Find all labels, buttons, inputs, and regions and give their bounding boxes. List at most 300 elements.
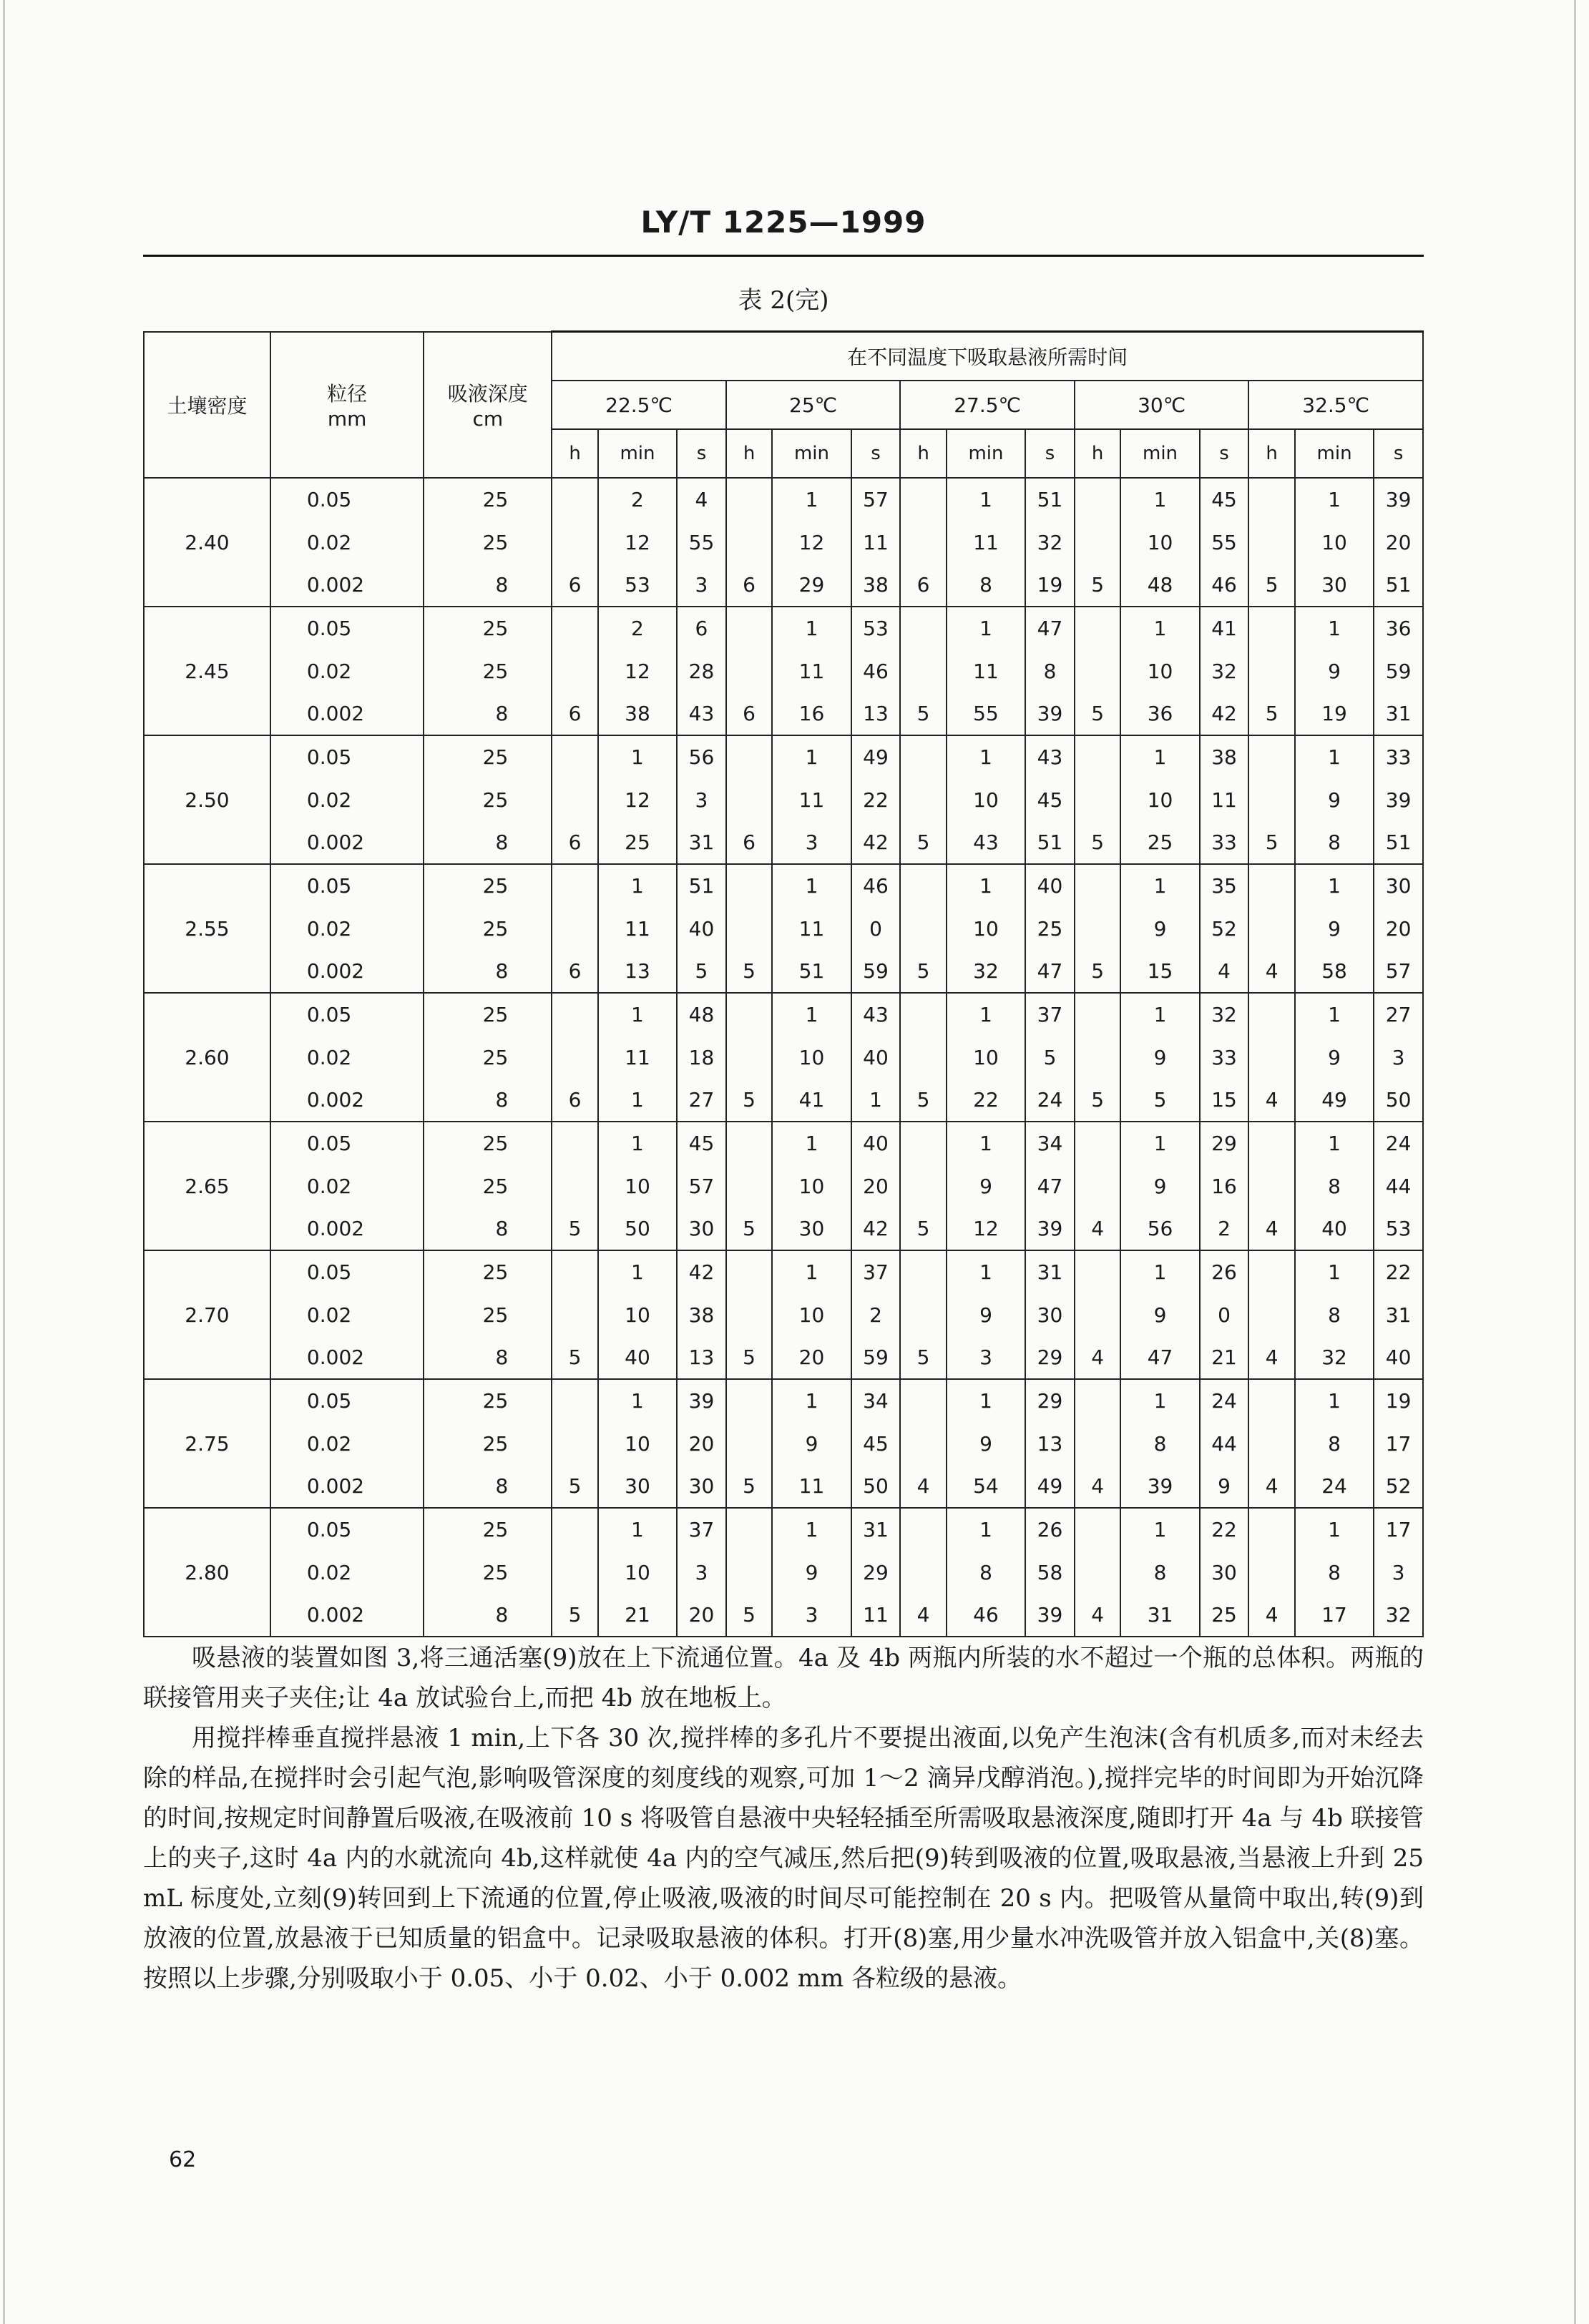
depth-cell: 25 [424,1122,552,1165]
seconds-cell: 16 [1200,1165,1249,1207]
minutes-cell: 38 [598,692,677,735]
minutes-cell: 8 [947,1551,1025,1594]
depth-cell: 25 [424,907,552,950]
minutes-cell: 41 [772,1079,851,1122]
depth-cell: 25 [424,735,552,778]
minutes-cell: 9 [1120,1165,1199,1207]
hours-cell [552,735,598,778]
table-row [144,1165,1423,1207]
size-cell: 0.02 [270,778,424,821]
seconds-cell: 50 [851,1465,901,1508]
hours-cell [552,1422,598,1465]
size-cell: 0.02 [270,1293,424,1336]
minutes-cell: 58 [1295,950,1374,993]
hours-cell: 5 [1075,692,1121,735]
minutes-cell: 1 [772,1250,851,1293]
seconds-cell: 46 [1200,564,1249,607]
table-row [144,1379,1423,1422]
depth-cell: 25 [424,607,552,649]
seconds-cell: 47 [1025,1165,1075,1207]
minutes-cell: 8 [1120,1422,1199,1465]
minutes-cell: 8 [947,564,1025,607]
hours-cell [1248,521,1295,564]
table-row [144,649,1423,692]
hours-cell: 5 [1075,821,1121,864]
hours-cell [1075,993,1121,1036]
minutes-cell: 1 [772,993,851,1036]
hours-cell: 5 [1075,564,1121,607]
minutes-cell: 1 [772,735,851,778]
hours-cell [726,1379,773,1422]
minutes-cell: 10 [1120,649,1199,692]
hours-cell [900,478,947,521]
hours-cell: 4 [1075,1336,1121,1379]
seconds-cell: 32 [1200,649,1249,692]
minutes-cell: 1 [947,607,1025,649]
hours-cell [726,1508,773,1551]
hours-cell [726,607,773,649]
hours-cell: 5 [726,1207,773,1250]
seconds-cell: 29 [1200,1122,1249,1165]
seconds-cell: 44 [1374,1165,1423,1207]
seconds-cell: 27 [677,1079,726,1122]
hours-cell [552,1379,598,1422]
hours-cell: 6 [900,564,947,607]
table-row [144,1465,1423,1508]
seconds-cell: 13 [677,1336,726,1379]
minutes-cell: 1 [947,1250,1025,1293]
minutes-cell: 29 [772,564,851,607]
minutes-cell: 15 [1120,950,1199,993]
seconds-cell: 43 [851,993,901,1036]
hours-cell [1248,1250,1295,1293]
hours-cell [1248,1422,1295,1465]
seconds-cell: 22 [1374,1250,1423,1293]
seconds-cell: 29 [1025,1379,1075,1422]
minutes-cell: 10 [1120,521,1199,564]
seconds-cell: 28 [677,649,726,692]
minutes-cell: 9 [1295,907,1374,950]
hours-cell: 4 [1248,1336,1295,1379]
minutes-cell: 10 [947,907,1025,950]
hours-cell [726,1250,773,1293]
size-cell: 0.02 [270,1036,424,1079]
depth-cell: 25 [424,1036,552,1079]
seconds-cell: 42 [677,1250,726,1293]
hours-cell: 5 [552,1336,598,1379]
seconds-cell: 3 [677,564,726,607]
hours-cell: 6 [726,564,773,607]
minutes-cell: 3 [947,1336,1025,1379]
seconds-cell: 26 [1200,1250,1249,1293]
seconds-cell: 45 [1200,478,1249,521]
size-cell: 0.002 [270,1594,424,1637]
seconds-cell: 38 [1200,735,1249,778]
hours-cell [552,907,598,950]
minutes-cell: 1 [598,1250,677,1293]
hours-cell [1075,907,1121,950]
hours-cell [1248,607,1295,649]
hours-cell [1075,1165,1121,1207]
minutes-cell: 1 [1120,864,1199,907]
table-row [144,1250,1423,1293]
hours-cell [900,907,947,950]
hours-cell: 6 [552,821,598,864]
seconds-cell: 20 [851,1165,901,1207]
hours-cell [900,649,947,692]
minutes-cell: 1 [1120,993,1199,1036]
hours-cell [1075,1422,1121,1465]
hours-cell [900,1551,947,1594]
minutes-cell: 1 [598,993,677,1036]
size-cell: 0.05 [270,1122,424,1165]
hours-cell [1248,649,1295,692]
unit-header: min [598,429,677,478]
seconds-cell: 33 [1374,735,1423,778]
minutes-cell: 1 [1295,993,1374,1036]
seconds-cell: 22 [851,778,901,821]
seconds-cell: 37 [851,1250,901,1293]
unit-header: h [1248,429,1295,478]
seconds-cell: 29 [851,1551,901,1594]
seconds-cell: 30 [677,1207,726,1250]
seconds-cell: 52 [1374,1465,1423,1508]
hours-cell [1248,1551,1295,1594]
minutes-cell: 10 [598,1551,677,1594]
minutes-cell: 9 [1295,649,1374,692]
unit-header: min [947,429,1025,478]
seconds-cell: 13 [851,692,901,735]
seconds-cell: 45 [677,1122,726,1165]
seconds-cell: 31 [1025,1250,1075,1293]
hours-cell [1248,1508,1295,1551]
seconds-cell: 3 [1374,1036,1423,1079]
seconds-cell: 53 [1374,1207,1423,1250]
unit-header: h [1075,429,1121,478]
seconds-cell: 2 [1200,1207,1249,1250]
density-cell: 2.60 [144,993,270,1122]
seconds-cell: 20 [677,1594,726,1637]
seconds-cell: 36 [1374,607,1423,649]
hours-cell [900,607,947,649]
seconds-cell: 45 [851,1422,901,1465]
seconds-cell: 47 [1025,607,1075,649]
hours-cell: 4 [1248,1079,1295,1122]
seconds-cell: 58 [1025,1551,1075,1594]
unit-header: s [677,429,726,478]
depth-cell: 8 [424,692,552,735]
minutes-cell: 32 [1295,1336,1374,1379]
depth-cell: 8 [424,950,552,993]
hours-cell [552,478,598,521]
minutes-cell: 32 [947,950,1025,993]
minutes-cell: 30 [598,1465,677,1508]
minutes-cell: 10 [598,1293,677,1336]
hours-cell [1075,778,1121,821]
seconds-cell: 34 [1025,1122,1075,1165]
unit-header: s [1200,429,1249,478]
minutes-cell: 16 [772,692,851,735]
minutes-cell: 1 [1120,478,1199,521]
size-cell: 0.05 [270,1508,424,1551]
temp-header: 25℃ [726,381,901,429]
minutes-cell: 1 [772,864,851,907]
unit-header: min [772,429,851,478]
seconds-cell: 24 [1025,1079,1075,1122]
depth-cell: 25 [424,478,552,521]
seconds-cell: 3 [677,778,726,821]
hours-cell [552,1293,598,1336]
minutes-cell: 53 [598,564,677,607]
table-row [144,778,1423,821]
seconds-cell: 5 [677,950,726,993]
minutes-cell: 1 [598,1379,677,1422]
depth-cell: 8 [424,821,552,864]
depth-cell: 25 [424,778,552,821]
unit-header: min [1120,429,1199,478]
seconds-cell: 0 [1200,1293,1249,1336]
table-body [144,478,1423,1637]
minutes-cell: 11 [598,1036,677,1079]
seconds-cell: 49 [851,735,901,778]
hours-cell [900,1122,947,1165]
depth-cell: 25 [424,864,552,907]
size-cell: 0.002 [270,1465,424,1508]
table-row [144,1207,1423,1250]
hours-cell: 5 [900,1207,947,1250]
depth-cell: 25 [424,1379,552,1422]
seconds-cell: 24 [1374,1122,1423,1165]
depth-cell: 25 [424,1508,552,1551]
hours-cell [726,864,773,907]
seconds-cell: 40 [677,907,726,950]
seconds-cell: 31 [1374,1293,1423,1336]
seconds-cell: 51 [1025,478,1075,521]
size-cell: 0.002 [270,692,424,735]
minutes-cell: 1 [947,864,1025,907]
density-cell: 2.55 [144,864,270,993]
hours-cell [1075,1293,1121,1336]
hours-cell: 5 [726,1336,773,1379]
minutes-cell: 11 [772,649,851,692]
seconds-cell: 8 [1025,649,1075,692]
minutes-cell: 1 [1120,735,1199,778]
table-row [144,1336,1423,1379]
minutes-cell: 1 [1120,1379,1199,1422]
minutes-cell: 8 [1295,1293,1374,1336]
hours-cell [1248,735,1295,778]
table-row [144,564,1423,607]
seconds-cell: 46 [851,864,901,907]
hours-cell [726,993,773,1036]
minutes-cell: 10 [1120,778,1199,821]
table-caption: 表 2(完) [738,286,829,315]
body-text [143,1638,1424,1999]
minutes-cell: 11 [947,521,1025,564]
seconds-cell: 11 [851,521,901,564]
header-rule [143,255,1424,257]
minutes-cell: 10 [1295,521,1374,564]
depth-cell: 25 [424,1250,552,1293]
size-cell: 0.02 [270,1165,424,1207]
hours-cell [726,649,773,692]
seconds-cell: 26 [1025,1508,1075,1551]
table-row [144,521,1423,564]
size-cell: 0.02 [270,1551,424,1594]
hours-cell: 5 [900,1079,947,1122]
hours-cell: 4 [1248,950,1295,993]
hours-cell [1075,478,1121,521]
minutes-cell: 9 [1120,1036,1199,1079]
table-head [144,332,1423,479]
minutes-cell: 8 [1120,1551,1199,1594]
col-header-depth-label: 吸液深度 [447,382,528,406]
temp-header: 30℃ [1075,381,1249,429]
seconds-cell: 42 [1200,692,1249,735]
seconds-cell: 42 [851,1207,901,1250]
seconds-cell: 20 [1374,521,1423,564]
table-row [144,1551,1423,1594]
seconds-cell: 2 [851,1293,901,1336]
minutes-cell: 11 [772,1465,851,1508]
minutes-cell: 10 [598,1422,677,1465]
hours-cell [900,1165,947,1207]
seconds-cell: 51 [1025,821,1075,864]
seconds-cell: 41 [1200,607,1249,649]
page-number: 62 [169,2147,197,2172]
minutes-cell: 2 [598,478,677,521]
minutes-cell: 9 [947,1293,1025,1336]
size-cell: 0.02 [270,521,424,564]
minutes-cell: 13 [598,950,677,993]
temp-header: 32.5℃ [1248,381,1423,429]
hours-cell [552,1122,598,1165]
minutes-cell: 1 [1295,1508,1374,1551]
seconds-cell: 4 [677,478,726,521]
minutes-cell: 50 [598,1207,677,1250]
hours-cell [552,649,598,692]
hours-cell [726,1551,773,1594]
minutes-cell: 1 [1295,1379,1374,1422]
hours-cell [552,1508,598,1551]
size-cell: 0.002 [270,1207,424,1250]
col-header-size [270,332,424,479]
minutes-cell: 1 [1295,607,1374,649]
hours-cell: 5 [900,692,947,735]
hours-cell [1075,1551,1121,1594]
unit-header: h [900,429,947,478]
seconds-cell: 3 [677,1551,726,1594]
hours-cell: 5 [1075,950,1121,993]
hours-cell [552,1036,598,1079]
hours-cell [900,778,947,821]
hours-cell [900,1422,947,1465]
minutes-cell: 43 [947,821,1025,864]
hours-cell [726,478,773,521]
seconds-cell: 19 [1374,1379,1423,1422]
seconds-cell: 38 [677,1293,726,1336]
minutes-cell: 3 [772,821,851,864]
seconds-cell: 30 [1025,1293,1075,1336]
minutes-cell: 8 [1295,1165,1374,1207]
minutes-cell: 25 [1120,821,1199,864]
size-cell: 0.05 [270,864,424,907]
depth-cell: 8 [424,1207,552,1250]
unit-header: h [552,429,598,478]
seconds-cell: 9 [1200,1465,1249,1508]
hours-cell: 5 [552,1207,598,1250]
seconds-cell: 31 [677,821,726,864]
table-row [144,735,1423,778]
minutes-cell: 9 [772,1551,851,1594]
seconds-cell: 6 [677,607,726,649]
seconds-cell: 51 [1374,821,1423,864]
table-row [144,1422,1423,1465]
hours-cell [726,778,773,821]
hours-cell: 5 [1248,564,1295,607]
seconds-cell: 56 [677,735,726,778]
depth-cell: 25 [424,521,552,564]
depth-cell: 25 [424,1165,552,1207]
seconds-cell: 1 [851,1079,901,1122]
minutes-cell: 47 [1120,1336,1199,1379]
minutes-cell: 1 [598,1079,677,1122]
minutes-cell: 9 [947,1422,1025,1465]
depth-cell: 25 [424,1293,552,1336]
minutes-cell: 5 [1120,1079,1199,1122]
minutes-cell: 19 [1295,692,1374,735]
hours-cell: 6 [552,692,598,735]
minutes-cell: 1 [1295,1250,1374,1293]
density-cell: 2.70 [144,1250,270,1379]
paragraph: 用搅拌棒垂直搅拌悬液 1 min,上下各 30 次,搅拌棒的多孔片不要提出液面,以免产生泡沫(含有机质多,而对未经去除的样品,在搅拌时会引起气泡,影响吸管深度的刻度线的观察,可加 1～2 滴异戊醇消泡。),搅拌完毕的时间即为开始沉降的时间,按规定时间静置后吸液,在吸液前 10 s 将吸管自悬液中央轻轻插至所需吸取悬液深度,随即打开 4a 与 4b 联接管上的夹子,这时 4a 内的水就流向 4b,这样就使 4a 内的空气减压,然后把(9)转到吸液的位置,吸取悬液,当悬液上升到 25 mL 标度处,立刻(9)转回到上下流通的位置,停止吸液,吸液的时间尽可能控制在 20 s 内。把吸管从量筒中取出,转(9)到放液的位置,放悬液于已知质量的铝盒中。记录吸取悬液的体积。打开(8)塞,用少量水冲洗吸管并放入铝盒中,关(8)塞。按照以上步骤,分别吸取小于 0.05、小于 0.02、小于 0.002 mm 各粒级的悬液。 [143,1724,1424,1993]
seconds-cell: 27 [1374,993,1423,1036]
hours-cell [1248,907,1295,950]
minutes-cell: 36 [1120,692,1199,735]
size-cell: 0.02 [270,649,424,692]
seconds-cell: 39 [1025,1207,1075,1250]
seconds-cell: 48 [677,993,726,1036]
seconds-cell: 18 [677,1036,726,1079]
hours-cell [726,521,773,564]
table-row [144,1594,1423,1637]
seconds-cell: 46 [851,649,901,692]
hours-cell: 5 [900,950,947,993]
depth-cell: 8 [424,1465,552,1508]
minutes-cell: 56 [1120,1207,1199,1250]
hours-cell [900,1379,947,1422]
minutes-cell: 1 [1120,1122,1199,1165]
seconds-cell: 39 [677,1379,726,1422]
density-cell: 2.65 [144,1122,270,1250]
hours-cell [726,1036,773,1079]
minutes-cell: 9 [947,1165,1025,1207]
seconds-cell: 30 [1200,1551,1249,1594]
hours-cell [726,1293,773,1336]
minutes-cell: 40 [598,1336,677,1379]
minutes-cell: 24 [1295,1465,1374,1508]
minutes-cell: 31 [1120,1594,1199,1637]
hours-cell [552,1551,598,1594]
minutes-cell: 39 [1120,1465,1199,1508]
hours-cell [900,1250,947,1293]
minutes-cell: 1 [947,735,1025,778]
seconds-cell: 37 [677,1508,726,1551]
table-row [144,1508,1423,1551]
seconds-cell: 55 [1200,521,1249,564]
hours-cell [1248,478,1295,521]
hours-cell: 6 [552,1079,598,1122]
